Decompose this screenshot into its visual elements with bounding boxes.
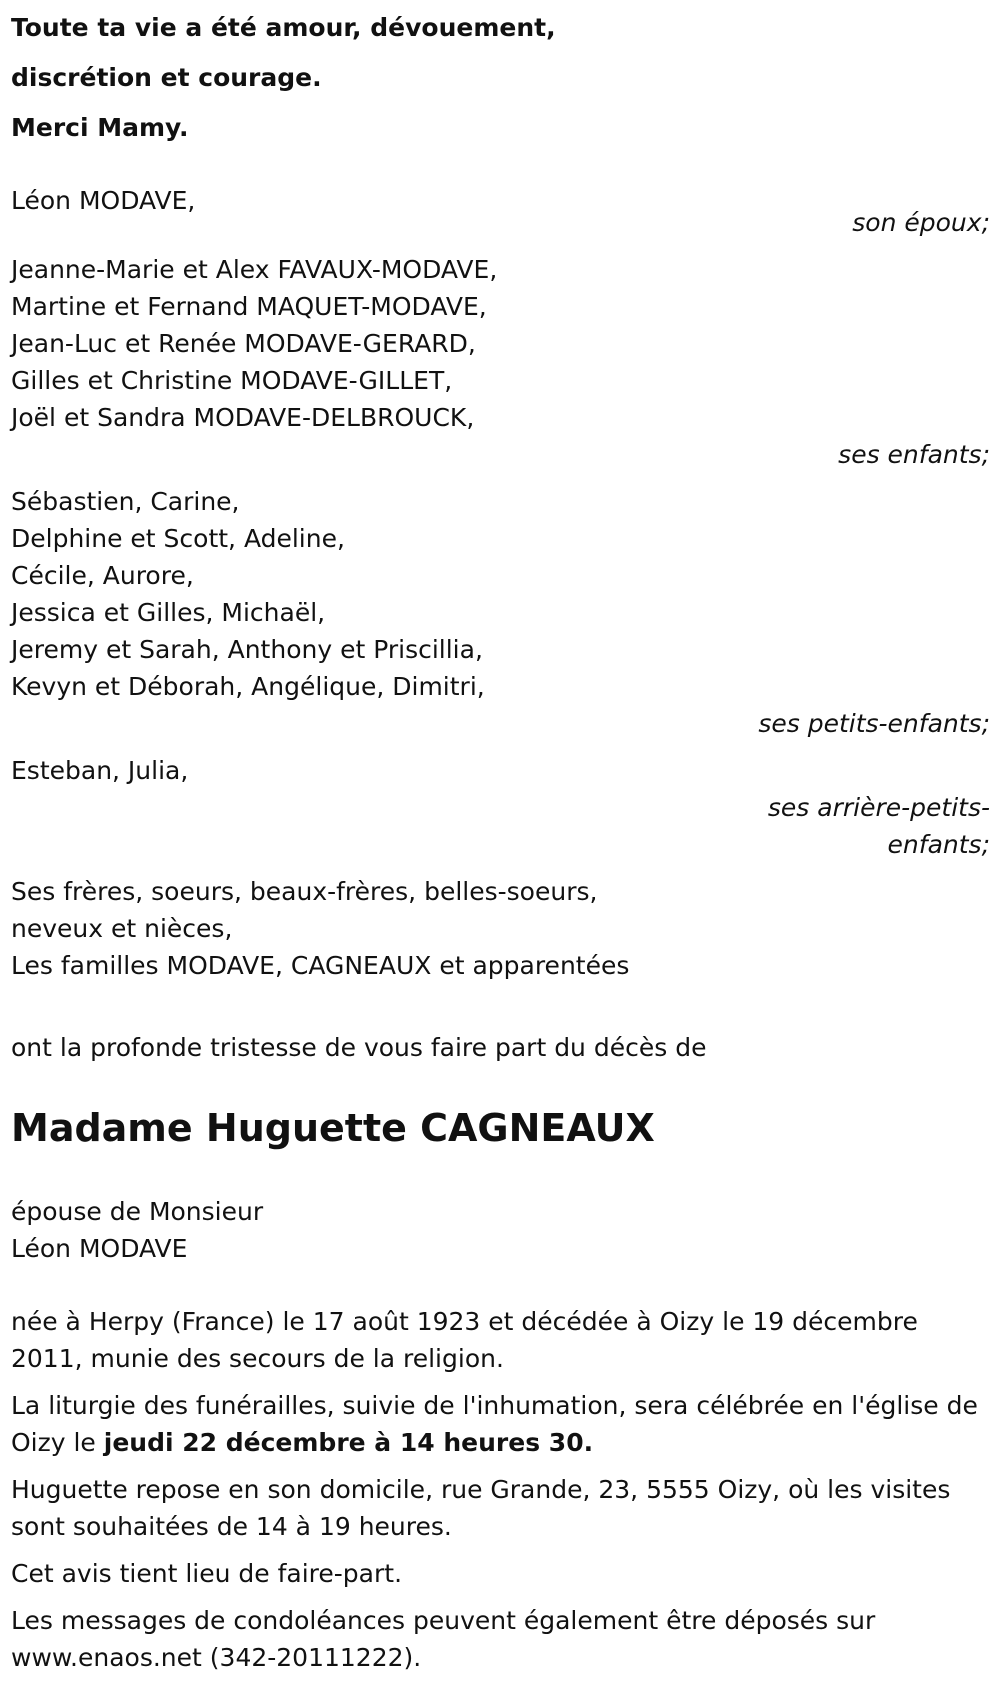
- spouse-role: son époux;: [852, 208, 990, 237]
- children-role: ses enfants;: [838, 440, 990, 469]
- intro-line: discrétion et courage.: [11, 63, 322, 92]
- great-grandchildren-section: [11, 752, 990, 863]
- funeral-paragraph: [11, 1387, 986, 1461]
- grandchild-name: Cécile, Aurore,: [11, 561, 194, 590]
- funeral-date: jeudi 22 décembre à 14 heures 30.: [103, 1428, 594, 1457]
- grandchild-name: Jessica et Gilles, Michaël,: [11, 598, 326, 627]
- intro-line: Toute ta vie a été amour, dévouement,: [11, 13, 556, 42]
- grandchild-name: Jeremy et Sarah, Anthony et Priscillia,: [11, 635, 483, 664]
- child-name: Joël et Sandra MODAVE-DELBROUCK,: [11, 403, 475, 432]
- family-line: Ses frères, soeurs, beaux-frères, belles-soeurs,: [11, 877, 598, 906]
- spouse-of-line: Léon MODAVE: [11, 1234, 188, 1263]
- grandchildren-role: ses petits-enfants;: [758, 709, 990, 738]
- child-name: Jean-Luc et Renée MODAVE-GERARD,: [11, 329, 476, 358]
- great-grandchildren-role: ses arrière-petits-: [767, 793, 990, 822]
- deceased-name: Madame Huguette CAGNEAUX: [11, 1106, 655, 1150]
- child-name: Jeanne-Marie et Alex FAVAUX-MODAVE,: [11, 255, 498, 284]
- children-section: [11, 251, 990, 473]
- grandchild-name: Delphine et Scott, Adeline,: [11, 524, 345, 553]
- family-line: neveux et nièces,: [11, 914, 233, 943]
- great-grandchildren-role: enfants;: [887, 830, 990, 859]
- grandchild-name: Sébastien, Carine,: [11, 487, 240, 516]
- condolences-paragraph: Les messages de condoléances peuvent également être déposés sur www.enaos.net (342-20111222).: [11, 1606, 876, 1672]
- notice-paragraph: Cet avis tient lieu de faire-part.: [11, 1559, 403, 1588]
- family-line: Les familles MODAVE, CAGNEAUX et apparentées: [11, 951, 630, 980]
- funeral-text: La liturgie des funérailles, suivie de l'inhumation, sera célébrée en l'église de Oizy le: [11, 1391, 978, 1457]
- great-grandchild-name: Esteban, Julia,: [11, 756, 189, 785]
- grandchild-name: Kevyn et Déborah, Angélique, Dimitri,: [11, 672, 485, 701]
- announcement: ont la profonde tristesse de vous faire part du décès de: [11, 1033, 707, 1062]
- visit-paragraph: Huguette repose en son domicile, rue Grande, 23, 5555 Oizy, où les visites sont souhaitées de 14 à 19 heures.: [11, 1475, 951, 1541]
- spouse-of-line: épouse de Monsieur: [11, 1197, 264, 1226]
- spouse-name: Léon MODAVE,: [11, 186, 196, 215]
- grandchildren-section: [11, 483, 990, 742]
- child-name: Martine et Fernand MAQUET-MODAVE,: [11, 292, 487, 321]
- intro-line: Merci Mamy.: [11, 113, 189, 142]
- intro-dedication: [11, 0, 990, 153]
- details-section: [11, 1303, 990, 1676]
- birth-death-paragraph: née à Herpy (France) le 17 août 1923 et décédée à Oizy le 19 décembre 2011, munie des secours de la religion.: [11, 1307, 918, 1373]
- child-name: Gilles et Christine MODAVE-GILLET,: [11, 366, 453, 395]
- spouse-section: [11, 181, 990, 241]
- spouse-of-section: [11, 1193, 990, 1267]
- family-section: [11, 873, 990, 984]
